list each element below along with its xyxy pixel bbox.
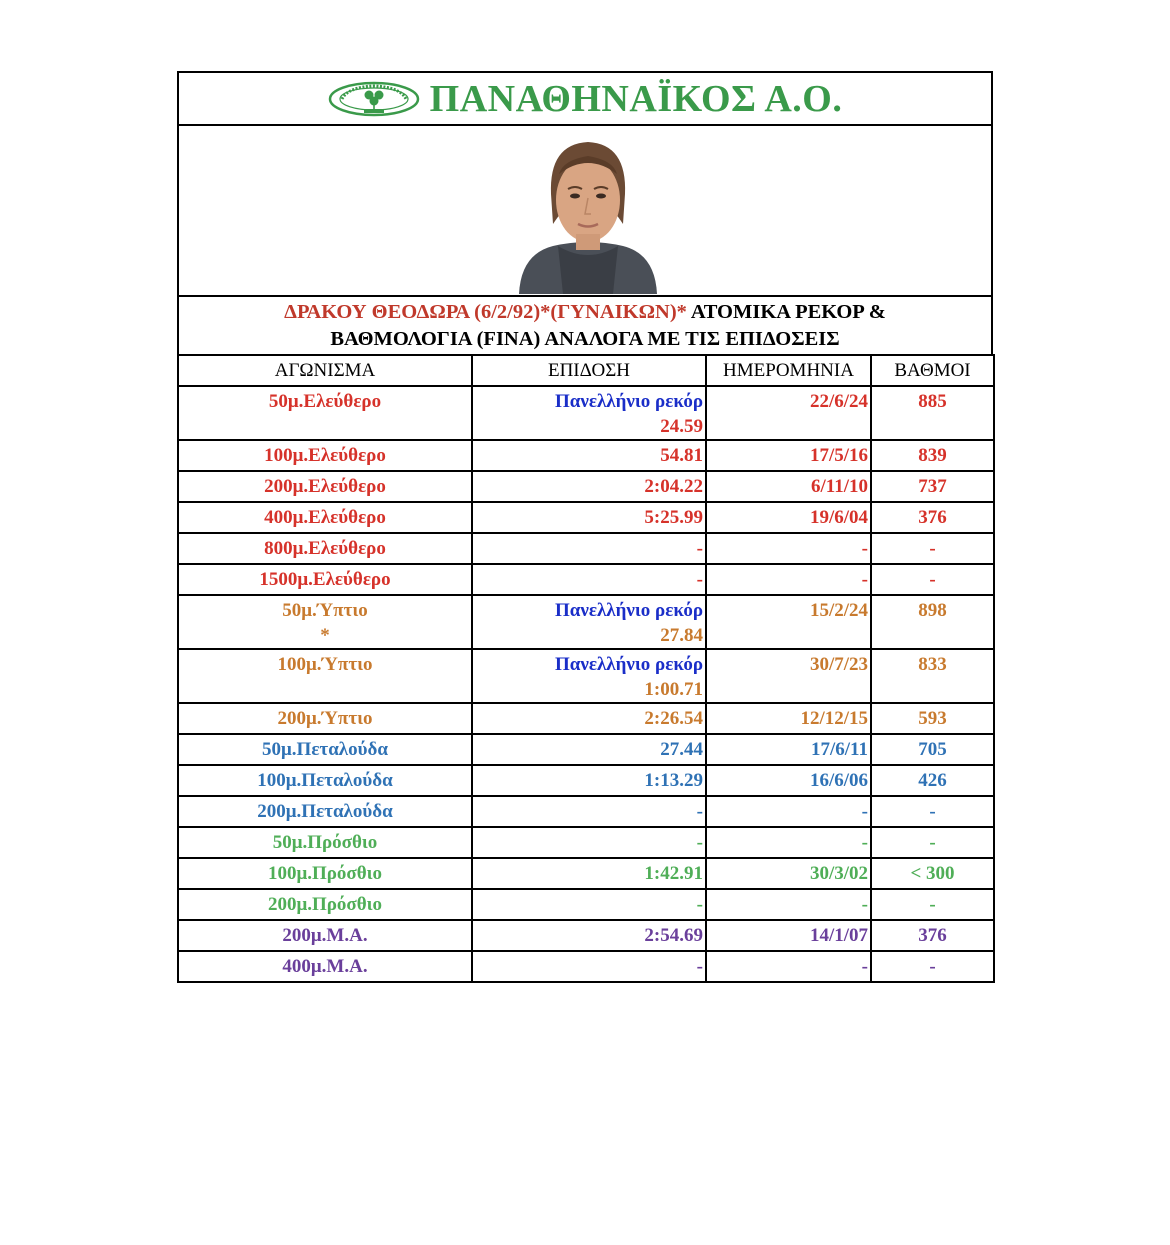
- points-cell: -: [871, 889, 994, 920]
- event-name: 50μ.Ύπτιο: [282, 600, 368, 621]
- event-cell: [178, 920, 472, 951]
- points-cell: 839: [871, 440, 994, 471]
- event-cell: [178, 889, 472, 920]
- table-row: [178, 564, 994, 595]
- date-cell: -: [706, 951, 871, 982]
- performance-cell: [472, 533, 706, 564]
- performance-time: 2:54.69: [644, 925, 703, 946]
- performance-cell: [472, 889, 706, 920]
- points-cell: 705: [871, 734, 994, 765]
- points-cell: 898: [871, 595, 994, 649]
- points-cell: < 300: [871, 858, 994, 889]
- date-cell: 17/6/11: [706, 734, 871, 765]
- date-cell: 22/6/24: [706, 386, 871, 440]
- performance-cell: [472, 765, 706, 796]
- table-row: [178, 827, 994, 858]
- date-cell: 30/7/23: [706, 649, 871, 703]
- event-cell: [178, 765, 472, 796]
- table-row: [178, 920, 994, 951]
- event-cell: [178, 533, 472, 564]
- performance-time: 24.59: [660, 416, 703, 437]
- table-row: [178, 765, 994, 796]
- athlete-name: ΔΡΑΚΟΥ ΘΕΟΔΩΡΑ (6/2/92)*(ΓΥΝΑΙΚΩΝ)*: [284, 300, 687, 323]
- performance-time: 27.84: [660, 625, 703, 646]
- column-header-points: ΒΑΘΜΟΙ: [871, 355, 994, 386]
- performance-time: -: [696, 538, 703, 559]
- records-table: [177, 354, 995, 983]
- date-cell: -: [706, 889, 871, 920]
- event-cell: [178, 827, 472, 858]
- performance-cell: [472, 796, 706, 827]
- event-name: 200μ.Ύπτιο: [277, 708, 373, 729]
- points-cell: 885: [871, 386, 994, 440]
- event-cell: [178, 649, 472, 703]
- event-name: 50μ.Ελεύθερο: [268, 391, 382, 412]
- points-cell: 833: [871, 649, 994, 703]
- performance-cell: [472, 951, 706, 982]
- performance-time: 2:04.22: [644, 476, 703, 497]
- athlete-photo: [513, 134, 663, 294]
- event-name: 100μ.Πρόσθιο: [267, 863, 383, 884]
- performance-cell: [472, 440, 706, 471]
- performance-cell: [472, 858, 706, 889]
- table-row: [178, 796, 994, 827]
- column-header-event: ΑΓΩΝΙΣΜΑ: [178, 355, 472, 386]
- points-cell: 426: [871, 765, 994, 796]
- column-header-date: ΗΜΕΡΟΜΗΝΙΑ: [706, 355, 871, 386]
- club-header: [177, 71, 993, 124]
- performance-time: -: [696, 569, 703, 590]
- date-cell: -: [706, 533, 871, 564]
- club-name: ΠΑΝΑΘΗΝΑΪΚΟΣ Α.Ο.: [429, 77, 843, 120]
- event-cell: [178, 796, 472, 827]
- table-row: [178, 471, 994, 502]
- date-cell: 12/12/15: [706, 703, 871, 734]
- table-header-row: [178, 355, 994, 386]
- performance-time: 2:26.54: [644, 708, 703, 729]
- title-line-1-rest: ΑΤΟΜΙΚΑ ΡΕΚΟΡ &: [686, 300, 886, 323]
- date-cell: -: [706, 564, 871, 595]
- date-cell: 30/3/02: [706, 858, 871, 889]
- record-label: Πανελλήνιο ρεκόρ: [554, 654, 703, 675]
- performance-time: -: [696, 801, 703, 822]
- panathinaikos-clover-logo: [328, 81, 420, 117]
- event-name: 400μ.Μ.Α.: [282, 956, 368, 977]
- performance-time: 1:42.91: [644, 863, 703, 884]
- event-name: 50μ.Πεταλούδα: [262, 739, 388, 760]
- date-cell: 17/5/16: [706, 440, 871, 471]
- title-line-1: [284, 299, 886, 326]
- points-cell: 737: [871, 471, 994, 502]
- performance-cell: [472, 502, 706, 533]
- event-name: 200μ.Μ.Α.: [282, 925, 368, 946]
- performance-cell: [472, 595, 706, 649]
- performance-cell: [472, 386, 706, 440]
- event-name: 100μ.Πεταλούδα: [257, 770, 393, 791]
- performance-time: 1:13.29: [644, 770, 703, 791]
- table-row: [178, 533, 994, 564]
- table-row: [178, 440, 994, 471]
- performance-time: 54.81: [660, 445, 703, 466]
- date-cell: 14/1/07: [706, 920, 871, 951]
- performance-time: -: [696, 956, 703, 977]
- performance-cell: [472, 564, 706, 595]
- points-cell: 376: [871, 920, 994, 951]
- event-cell: [178, 951, 472, 982]
- points-cell: -: [871, 827, 994, 858]
- date-cell: 15/2/24: [706, 595, 871, 649]
- event-name: 100μ.Ύπτιο: [277, 654, 373, 675]
- event-cell: [178, 471, 472, 502]
- records-body: [178, 386, 994, 982]
- event-name: 100μ.Ελεύθερο: [264, 445, 386, 466]
- date-cell: -: [706, 827, 871, 858]
- table-row: [178, 951, 994, 982]
- event-cell: [178, 703, 472, 734]
- event-cell: [178, 440, 472, 471]
- event-name: 50μ.Πρόσθιο: [272, 832, 378, 853]
- event-cell: [178, 564, 472, 595]
- column-header-performance: ΕΠΙΔΟΣΗ: [472, 355, 706, 386]
- athlete-title: [177, 295, 993, 354]
- date-cell: 16/6/06: [706, 765, 871, 796]
- event-name: 200μ.Πεταλούδα: [257, 801, 393, 822]
- performance-time: 27.44: [660, 739, 703, 760]
- date-cell: -: [706, 796, 871, 827]
- photo-row: [177, 124, 993, 295]
- performance-cell: [472, 703, 706, 734]
- table-row: [178, 595, 994, 649]
- event-cell: [178, 595, 472, 649]
- records-sheet: [177, 71, 993, 983]
- event-name: 200μ.Πρόσθιο: [267, 894, 383, 915]
- record-label: Πανελλήνιο ρεκόρ: [554, 391, 703, 412]
- performance-time: 1:00.71: [644, 679, 703, 700]
- event-cell: [178, 734, 472, 765]
- points-cell: 593: [871, 703, 994, 734]
- event-name: 800μ.Ελεύθερο: [264, 538, 386, 559]
- performance-cell: [472, 649, 706, 703]
- performance-cell: [472, 920, 706, 951]
- table-row: [178, 649, 994, 703]
- date-cell: 19/6/04: [706, 502, 871, 533]
- performance-time: -: [696, 832, 703, 853]
- performance-cell: [472, 827, 706, 858]
- table-row: [178, 889, 994, 920]
- table-row: [178, 858, 994, 889]
- event-note: *: [320, 625, 330, 646]
- points-cell: 376: [871, 502, 994, 533]
- table-row: [178, 734, 994, 765]
- points-cell: -: [871, 533, 994, 564]
- performance-cell: [472, 734, 706, 765]
- table-row: [178, 386, 994, 440]
- title-line-2: ΒΑΘΜΟΛΟΓΙΑ (FINA) ΑΝΑΛΟΓΑ ΜΕ ΤΙΣ ΕΠΙΔΟΣΕΙΣ: [330, 327, 840, 350]
- points-cell: -: [871, 796, 994, 827]
- event-name: 1500μ.Ελεύθερο: [259, 569, 391, 590]
- table-row: [178, 703, 994, 734]
- performance-time: 5:25.99: [644, 507, 703, 528]
- points-cell: -: [871, 564, 994, 595]
- event-cell: [178, 502, 472, 533]
- points-cell: -: [871, 951, 994, 982]
- performance-cell: [472, 471, 706, 502]
- event-cell: [178, 858, 472, 889]
- date-cell: 6/11/10: [706, 471, 871, 502]
- event-name: 200μ.Ελεύθερο: [264, 476, 386, 497]
- table-row: [178, 502, 994, 533]
- event-name: 400μ.Ελεύθερο: [264, 507, 386, 528]
- event-cell: [178, 386, 472, 440]
- record-label: Πανελλήνιο ρεκόρ: [554, 600, 703, 621]
- performance-time: -: [696, 894, 703, 915]
